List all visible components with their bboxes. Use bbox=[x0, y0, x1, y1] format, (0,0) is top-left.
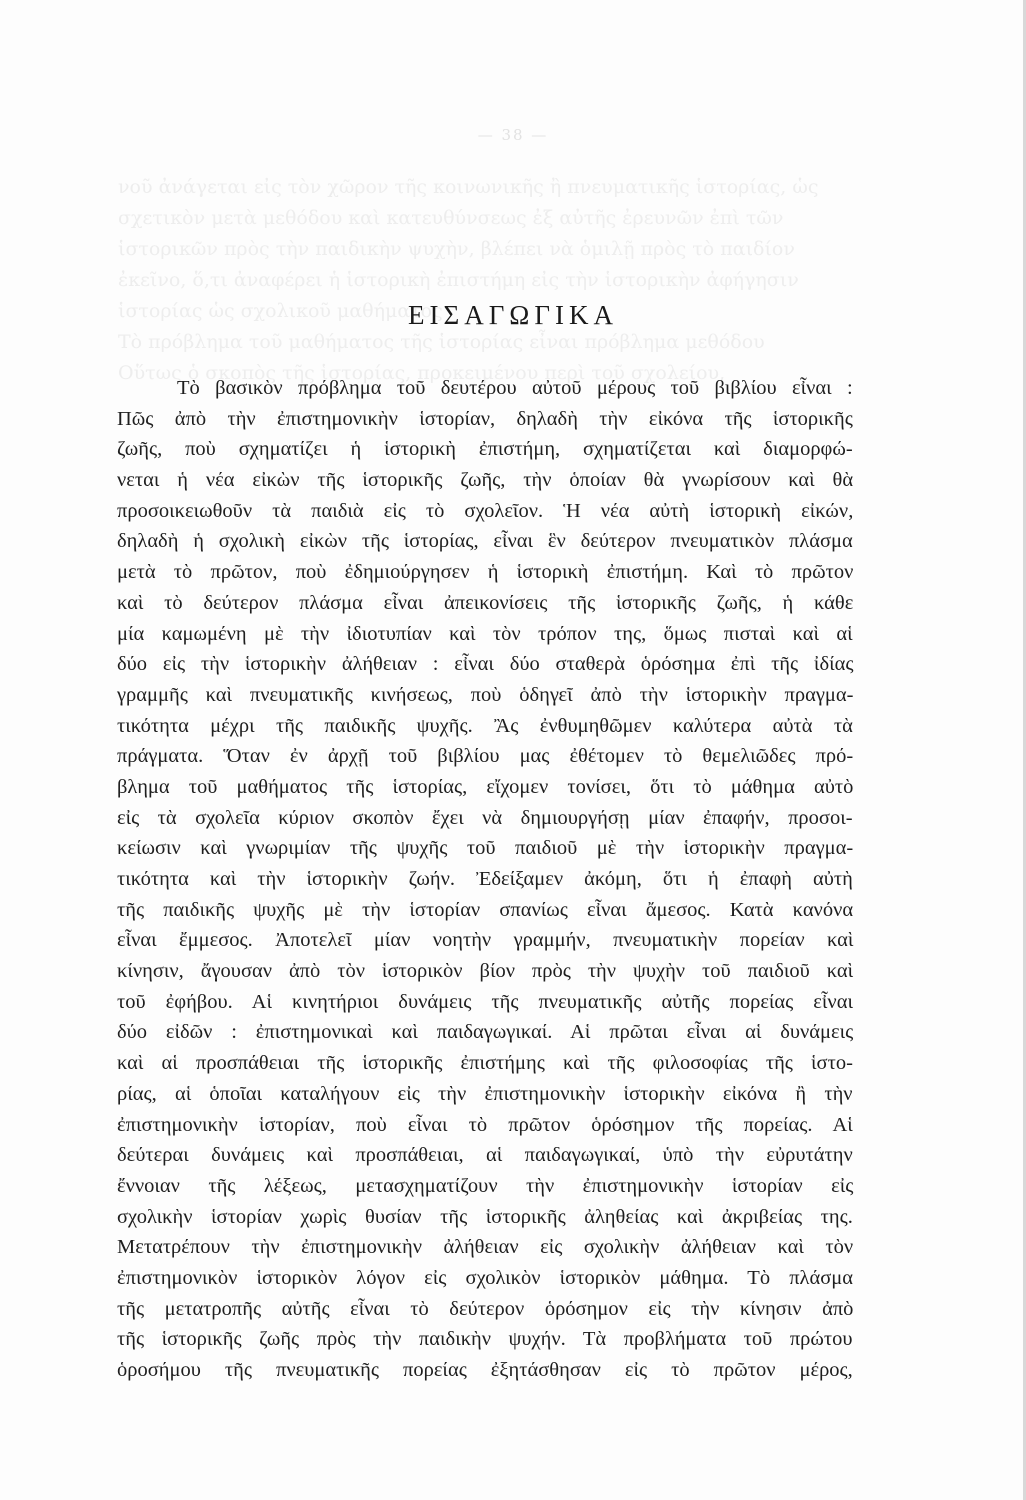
text-line: τικότητα καὶ τὴν ἱστορικὴν ζωήν. Ἐδείξαμεν ἀκόμη, ὅτι ἡ ἐπαφὴ αὐτὴ bbox=[117, 868, 853, 890]
text-line: ὁροσήμου τῆς πνευματικῆς πορείας ἐξητάσθησαν εἰς τὸ πρῶτον μέρος, bbox=[117, 1359, 853, 1381]
bleedthrough-line: Οὕτως ὁ σκοπὸς τῆς ἱστορίας, προκειμένου περὶ τοῦ σχολείου, bbox=[118, 362, 726, 384]
bleedthrough-line: Τὸ πρόβλημα τοῦ μαθήματος τῆς ἱστορίας εἶναι πρόβλημα μεθόδου bbox=[118, 331, 765, 353]
text-line: προσοικειωθοῦν τὰ παιδιὰ εἰς τὸ σχολεῖον. Ἡ νέα αὐτὴ ἱστορικὴ εἰκών, bbox=[117, 499, 854, 522]
text-line: κείωσιν καὶ γνωριμίαν τῆς ψυχῆς τοῦ παιδιοῦ μὲ τὴν ἱστορικὴν πραγμα- bbox=[117, 837, 854, 860]
text-line: τῆς παιδικῆς ψυχῆς μὲ τὴν ἱστορίαν σπανίως εἶναι ἄμεσος. Κατὰ κανόνα bbox=[117, 898, 854, 921]
text-line: γραμμῆς καὶ πνευματικῆς κινήσεως, ποὺ ὁδηγεῖ ἀπὸ τὴν ἱστορικὴν πραγμα- bbox=[117, 683, 854, 706]
bleedthrough-text bbox=[118, 172, 868, 389]
bleedthrough-line: σχετικὸν μετὰ μεθόδου καὶ κατευθύνσεως ἐξ αὐτῆς ἐρευνῶν ἐπὶ τῶν bbox=[118, 207, 784, 229]
text-line: δύο εἰς τὴν ἱστορικὴν ἀλήθειαν : εἶναι δύο σταθερὰ ὁρόσημα ἐπὶ τῆς ἰδίας bbox=[117, 653, 854, 676]
text-line: δεύτεραι δυνάμεις καὶ προσπάθειαι, αἱ παιδαγωγικαί, ὑπὸ τὴν εὐρυτάτην bbox=[117, 1144, 853, 1167]
text-line: τοῦ ἐφήβου. Αἱ κινητήριοι δυνάμεις τῆς πνευματικῆς αὐτῆς πορείας εἶναι bbox=[117, 990, 853, 1013]
text-line: καὶ τὸ δεύτερον πλάσμα εἶναι ἀπεικονίσεις τῆς ἱστορικῆς ζωῆς, ἡ κάθε bbox=[117, 591, 854, 614]
text-line: τῆς ἱστορικῆς ζωῆς πρὸς τὴν παιδικὴν ψυχήν. Τὰ προβλήματα τοῦ πρώτου bbox=[117, 1328, 853, 1351]
text-line: ζωῆς, ποὺ σχηματίζει ἡ ἱστορικὴ ἐπιστήμη, σχηματίζεται καὶ διαμορφώ- bbox=[117, 438, 853, 461]
text-line: τῆς μετατροπῆς αὐτῆς εἶναι τὸ δεύτερον ὁρόσημον εἰς τὴν κίνησιν ἀπὸ bbox=[117, 1297, 854, 1320]
text-line: ἔννοιαν τῆς λέξεως, μετασχηματίζουν τὴν ἐπιστημονικὴν ἱστορίαν εἰς bbox=[117, 1174, 854, 1197]
bleedthrough-line: ἱστορικῶν πρὸς τὴν παιδικὴν ψυχὴν, βλέπει νὰ ὁμιλῇ πρὸς τὸ παιδίον bbox=[118, 238, 795, 260]
text-line: πράγματα. Ὅταν ἐν ἀρχῇ τοῦ βιβλίου μας ἐθέτομεν τὸ θεμελιῶδες πρό- bbox=[117, 745, 854, 768]
text-line: κίνησιν, ἄγουσαν ἀπὸ τὸν ἱστορικὸν βίον πρὸς τὴν ψυχὴν τοῦ παιδιοῦ καὶ bbox=[117, 960, 854, 983]
text-line: καὶ αἱ προσπάθειαι τῆς ἱστορικῆς ἐπιστήμης καὶ τῆς φιλοσοφίας τῆς ἱστο- bbox=[117, 1052, 853, 1075]
bleedthrough-line: ἐκεῖνο, ὅ,τι ἀναφέρει ἡ ἱστορικὴ ἐπιστήμη εἰς τὴν ἱστορικὴν ἀφήγησιν bbox=[118, 269, 799, 291]
text-line: νεται ἡ νέα εἰκὼν τῆς ἱστορικῆς ζωῆς, τὴν ὁποίαν θὰ γνωρίσουν καὶ θὰ bbox=[117, 469, 854, 492]
text-line: μετὰ τὸ πρῶτον, ποὺ ἐδημιούργησεν ἡ ἱστορικὴ ἐπιστήμη. Καὶ τὸ πρῶτον bbox=[117, 561, 854, 584]
text-line: δηλαδὴ ἡ σχολικὴ εἰκὼν τῆς ἱστορίας, εἶναι ἓν δεύτερον πνευματικὸν πλάσμα bbox=[117, 530, 853, 553]
body-paragraph bbox=[117, 373, 853, 1386]
text-line: εἶναι ἔμμεσος. Ἀποτελεῖ μίαν νοητὴν γραμμήν, πνευματικὴν πορείαν καὶ bbox=[117, 929, 854, 952]
text-line: Μετατρέπουν τὴν ἐπιστημονικὴν ἀλήθειαν εἰς σχολικὴν ἀλήθειαν καὶ τὸν bbox=[117, 1236, 854, 1259]
bleedthrough-line: ἱστορίας ὡς σχολικοῦ μαθήματος bbox=[118, 300, 443, 322]
text-line: Πῶς ἀπὸ τὴν ἐπιστημονικὴν ἱστορίαν, δηλαδὴ τὴν εἰκόνα τῆς ἱστορικῆς bbox=[117, 407, 853, 430]
section-title: ΕΙΣΑΓΩΓΙΚΑ bbox=[408, 300, 618, 330]
page-number-bleedthrough: — 38 — bbox=[477, 126, 549, 144]
text-line: δύο εἰδῶν : ἐπιστημονικαὶ καὶ παιδαγωγικαί. Αἱ πρῶται εἶναι αἱ δυνάμεις bbox=[117, 1021, 854, 1044]
text-line: ρίας, αἱ ὁποῖαι καταλήγουν εἰς τὴν ἐπιστημονικὴν ἱστορικὴν εἰκόνα ἢ τὴν bbox=[117, 1082, 853, 1105]
text-line: εἰς τὰ σχολεῖα κύριον σκοπὸν ἔχει νὰ δημιουργήσῃ μίαν ἐπαφήν, προσοι- bbox=[117, 806, 853, 829]
bleedthrough-line: νοῦ ἀνάγεται εἰς τὸν χῶρον τῆς κοινωνικῆς ἢ πνευματικῆς ἱστορίας, ὡς bbox=[118, 176, 819, 198]
text-line: σχολικὴν ἱστορίαν χωρὶς θυσίαν τῆς ἱστορικῆς ἀληθείας καὶ ἀκριβείας της. bbox=[117, 1205, 853, 1228]
text-line: βλημα τοῦ μαθήματος τῆς ἱστορίας, εἴχομεν τονίσει, ὅτι τὸ μάθημα αὐτὸ bbox=[117, 775, 854, 798]
text-line: ἐπιστημονικὸν ἱστορικὸν λόγον εἰς σχολικὸν ἱστορικὸν μάθημα. Τὸ πλάσμα bbox=[117, 1266, 854, 1289]
text-line: τικότητα μέχρι τῆς παιδικῆς ψυχῆς. Ἂς ἐνθυμηθῶμεν καλύτερα αὐτὰ τὰ bbox=[117, 714, 853, 737]
text-line: μία καμωμένη μὲ τὴν ἰδιοτυπίαν καὶ τὸν τρόπον της, ὅμως πισταὶ καὶ αἱ bbox=[117, 622, 853, 645]
text-line: Τὸ βασικὸν πρόβλημα τοῦ δευτέρου αὐτοῦ μέρους τοῦ βιβλίου εἶναι : bbox=[177, 377, 853, 399]
text-line: ἐπιστημονικὴν ἱστορίαν, ποὺ εἶναι τὸ πρῶτον ὁρόσημον τῆς πορείας. Αἱ bbox=[117, 1113, 853, 1136]
